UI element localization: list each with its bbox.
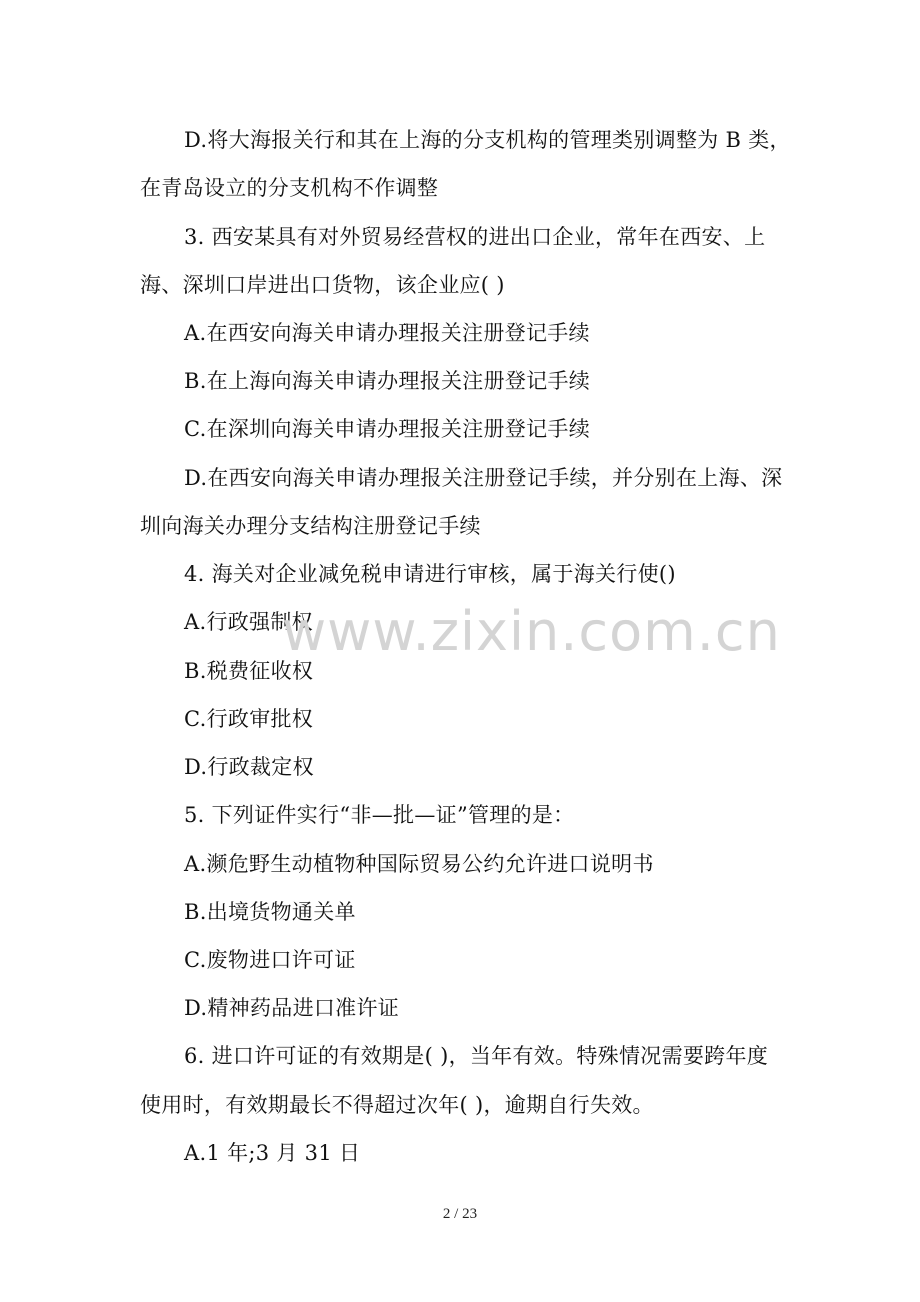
question-6-option-a: A.1 年;3 月 31 日 <box>184 1141 361 1165</box>
page-number: 2 / 23 <box>442 1206 478 1222</box>
question-6-line-1: 6. 进口许可证的有效期是( )，当年有效。特殊情况需要跨年度 <box>184 1044 769 1068</box>
question-3-option-a: A.在西安向海关申请办理报关注册登记手续 <box>184 321 590 345</box>
question-3-option-c: C.在深圳向海关申请办理报关注册登记手续 <box>184 417 590 441</box>
question-3-line-1: 3. 西安某具有对外贸易经营权的进出口企业，常年在西安、上 <box>184 225 766 249</box>
question-4: 4. 海关对企业减免税申请进行审核，属于海关行使() <box>184 562 676 586</box>
question-4-option-c: C.行政审批权 <box>184 707 314 731</box>
question-4-option-d: D.行政裁定权 <box>184 755 314 779</box>
question-5-option-c: C.废物进口许可证 <box>184 948 356 972</box>
watermark: www.zixin.com.cn <box>282 600 781 663</box>
question-3-option-d-line-2: 圳向海关办理分支结构注册登记手续 <box>140 514 481 538</box>
question-3-option-b: B.在上海向海关申请办理报关注册登记手续 <box>184 369 591 393</box>
question-3-option-d-line-1: D.在西安向海关申请办理报关注册登记手续，并分别在上海、深 <box>184 466 783 490</box>
option-d-q2-line-2: 在青岛设立的分支机构不作调整 <box>140 176 439 200</box>
question-4-option-b: B.税费征收权 <box>184 659 314 683</box>
question-5: 5. 下列证件实行“非—批—证”管理的是： <box>184 803 575 827</box>
question-6-line-2: 使用时，有效期最长不得超过次年( )，逾期自行失效。 <box>140 1093 654 1117</box>
question-5-option-b: B.出境货物通关单 <box>184 900 356 924</box>
question-5-option-d: D.精神药品进口准许证 <box>184 996 400 1020</box>
question-5-option-a: A.濒危野生动植物种国际贸易公约允许进口说明书 <box>184 852 654 876</box>
question-3-line-2: 海、深圳口岸进出口货物，该企业应( ) <box>140 273 505 297</box>
option-d-q2-line-1: D.将大海报关行和其在上海的分支机构的管理类别调整为 B 类， <box>184 128 791 152</box>
question-4-option-a: A.行政强制权 <box>184 610 313 634</box>
